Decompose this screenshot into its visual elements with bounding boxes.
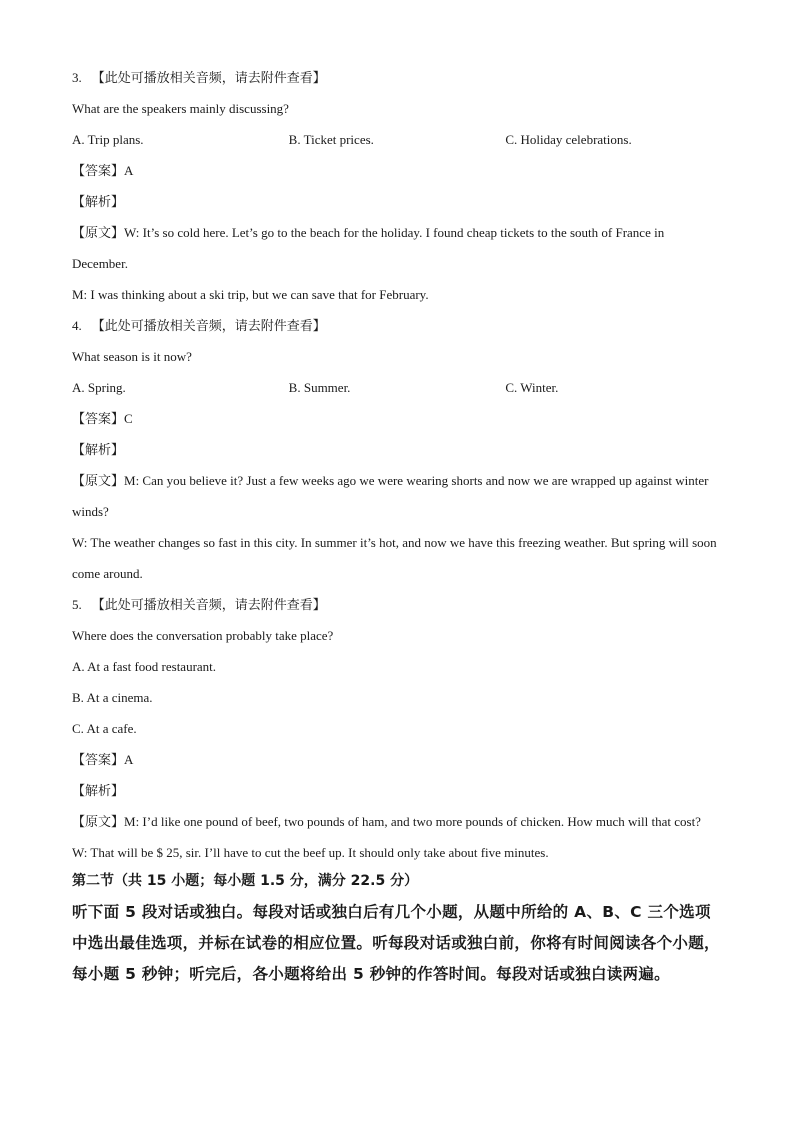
answer-line [72, 744, 722, 775]
option-c: C. Holiday celebrations. [505, 132, 632, 147]
answer-value: C [124, 411, 133, 426]
answer-line [72, 403, 722, 434]
options-row [72, 124, 722, 155]
option-b: B. Ticket prices. [288, 132, 374, 147]
option-a: A. Trip plans. [72, 132, 144, 147]
section-instructions: 听下面 5 段对话或独白。每段对话或独白后有几个小题，从题中所给的 A、B、C 三个选项中选出最佳选项，并标在试卷的相应位置。听每段对话或独白前，你将有时间阅读各个小题，每小题 5 秒钟；听完后，各小题将给出 5 秒钟的作答时间。每段对话或独白读两遍。 [72, 903, 720, 983]
transcript-line [72, 806, 722, 837]
answer-label: 【答案】 [72, 411, 125, 426]
transcript-line [72, 217, 722, 279]
transcript-label: 【原文】 [72, 473, 125, 488]
question-number: 3. [72, 70, 82, 85]
option-b: B. At a cinema. [72, 690, 153, 705]
analysis-label: 【解析】 [72, 442, 125, 457]
answer-value: A [124, 752, 134, 767]
audio-note[interactable]: 【此处可播放相关音频，请去附件查看】 [91, 70, 326, 85]
question-number: 4. [72, 318, 82, 333]
question-text: Where does the conversation probably take place? [72, 628, 334, 643]
option-b: B. Summer. [288, 380, 351, 395]
analysis-label: 【解析】 [72, 194, 125, 209]
answer-label: 【答案】 [72, 163, 125, 178]
option-a: A. Spring. [72, 380, 126, 395]
question-header [72, 589, 722, 620]
options-row [72, 372, 722, 403]
transcript-text: M: Can you believe it? Just a few weeks ago we were wearing shorts and now we are wrapped up against winter winds? [72, 473, 709, 519]
transcript-line [72, 465, 722, 527]
question-header [72, 310, 722, 341]
option-c: C. Winter. [505, 380, 559, 395]
analysis-label: 【解析】 [72, 783, 125, 798]
option-c: C. At a cafe. [72, 721, 137, 736]
transcript-line: M: I was thinking about a ski trip, but we can save that for February. [72, 287, 429, 302]
question-text: What are the speakers mainly discussing? [72, 101, 289, 116]
section-title: 第二节（共 15 小题；每小题 1.5 分，满分 22.5 分） [72, 873, 419, 889]
audio-note[interactable]: 【此处可播放相关音频，请去附件查看】 [91, 597, 326, 612]
transcript-label: 【原文】 [72, 225, 125, 240]
transcript-text: M: I’d like one pound of beef, two pounds of ham, and two more pounds of chicken. How much will that cost? [124, 814, 701, 829]
answer-value: A [124, 163, 134, 178]
transcript-line: W: That will be $ 25, sir. I’ll have to cut the beef up. It should only take about five minutes. [72, 845, 549, 860]
audio-note[interactable]: 【此处可播放相关音频，请去附件查看】 [91, 318, 326, 333]
document-page [72, 62, 722, 990]
answer-label: 【答案】 [72, 752, 125, 767]
answer-line [72, 155, 722, 186]
question-number: 5. [72, 597, 82, 612]
question-text: What season is it now? [72, 349, 192, 364]
transcript-label: 【原文】 [72, 814, 125, 829]
option-a: A. At a fast food restaurant. [72, 659, 217, 674]
question-header [72, 62, 722, 93]
transcript-text: W: It’s so cold here. Let’s go to the beach for the holiday. I found cheap tickets to the south of France in December. [72, 225, 665, 271]
transcript-line: W: The weather changes so fast in this city. In summer it’s hot, and now we have this freezing weather. But spring will soon come around. [72, 535, 717, 581]
